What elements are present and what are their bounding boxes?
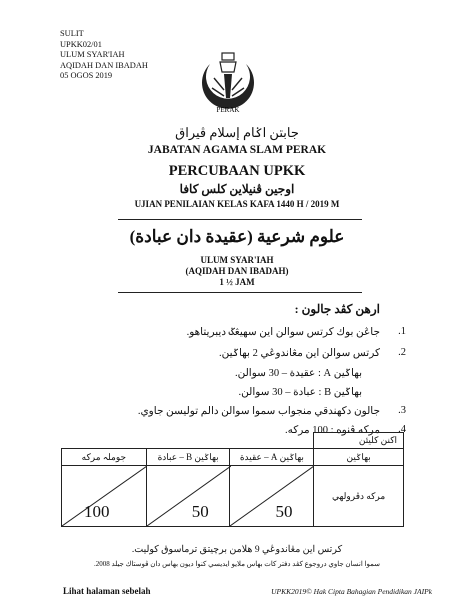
instruction-number: 1.	[398, 326, 406, 337]
divider-top	[118, 219, 362, 220]
department-name: JABATAN AGAMA SLAM PERAK	[147, 144, 327, 156]
instructions-title: ارهن كڤد جالون :	[294, 302, 380, 316]
b-cell	[146, 466, 230, 527]
instruction-subitem: بهاݢين A : عقيدة – 30 سوالن.	[234, 368, 362, 379]
subject-arabic: علوم شرعية (عقيدة دان عبادة)	[129, 227, 345, 246]
subject-line: (AQIDAH DAN IBADAH)	[185, 266, 289, 276]
col-a-header: بهاݢين A – عقيدة	[230, 449, 314, 466]
instruction-number: 2.	[398, 347, 406, 358]
instruction-item: جاڠن بوك كرتس سوالن اين سهيڠݢ ديبريتاهو.	[186, 327, 380, 338]
col-section-header: بهاݢين	[314, 449, 404, 466]
divider-bottom	[118, 292, 362, 293]
row-label: مركه دڤرولهي	[314, 466, 404, 527]
header-line: ULUM SYAR'IAH	[60, 50, 125, 59]
marks-table	[61, 432, 404, 527]
page-count-notice: كرتس اين مڠاندوڠي 9 هلامن برچيتق ترماسوق كولیت.	[131, 545, 343, 555]
instruction-number: 4.	[398, 424, 406, 435]
table-head-label: اكنن كليئن	[314, 433, 404, 449]
col-b-header: بهاݢين B – عبادة	[146, 449, 230, 466]
a-cell	[230, 466, 314, 527]
col-total-header: جوملہ مركه	[62, 449, 147, 466]
perak-crest-logo	[196, 48, 260, 132]
header-line: SULIT	[60, 29, 84, 38]
crest-label: PERAK	[216, 106, 240, 114]
total-cell	[62, 466, 147, 527]
footer-next-page: Lihat halaman sebelah	[63, 586, 151, 596]
exam-title: PERCUBAAN UPKK	[168, 163, 306, 179]
instruction-number: 3.	[398, 405, 406, 416]
header-line: AQIDAH DAN IBADAH	[60, 60, 148, 70]
instruction-item: جالون دكهندقي منجواب سموا سوالن دالم توليسن جاوي.	[137, 406, 380, 417]
subject-line: ULUM SYAR'IAH	[200, 255, 274, 265]
instruction-item: مركه ڤنوه : 100 مركه.	[285, 425, 380, 436]
instruction-item: كرتس سوالن اين مڠاندوڠي 2 بهاݢين.	[219, 348, 380, 359]
department-jawi: جابتن اݢام إسلام ڤيراق	[175, 125, 299, 140]
header-block	[60, 29, 148, 82]
total-max-mark: 100	[84, 502, 110, 521]
exam-jawi: اوجين ڤنيلاين كلس كافا	[179, 182, 295, 196]
header-line: 05 OGOS 2019	[60, 71, 113, 80]
header-line: UPKK02/01	[60, 39, 102, 49]
instruction-subitem: بهاݢين B : عبادة – 30 سوالن.	[238, 387, 362, 398]
diagonal-line	[147, 466, 231, 526]
diagonal-line	[230, 466, 314, 526]
exam-duration: 1 ½ JAM	[219, 277, 255, 287]
table-blank	[62, 433, 314, 449]
footer-copyright: UPKK2019© Hak Cipta Bahagian Pendidikan JAIPk	[271, 587, 432, 596]
a-max-mark: 50	[275, 502, 293, 521]
exam-subtitle: UJIAN PENILAIAN KELAS KAFA 1440 H / 2019 M	[134, 199, 340, 209]
spelling-notice: سموا انسان جاوي دروجوع كڤد دفتر كات بهاس ملايو ايديسي كنوا ديون بهاس دان ڤوستاك جيلد 2008.	[93, 560, 381, 568]
b-max-mark: 50	[191, 502, 209, 521]
